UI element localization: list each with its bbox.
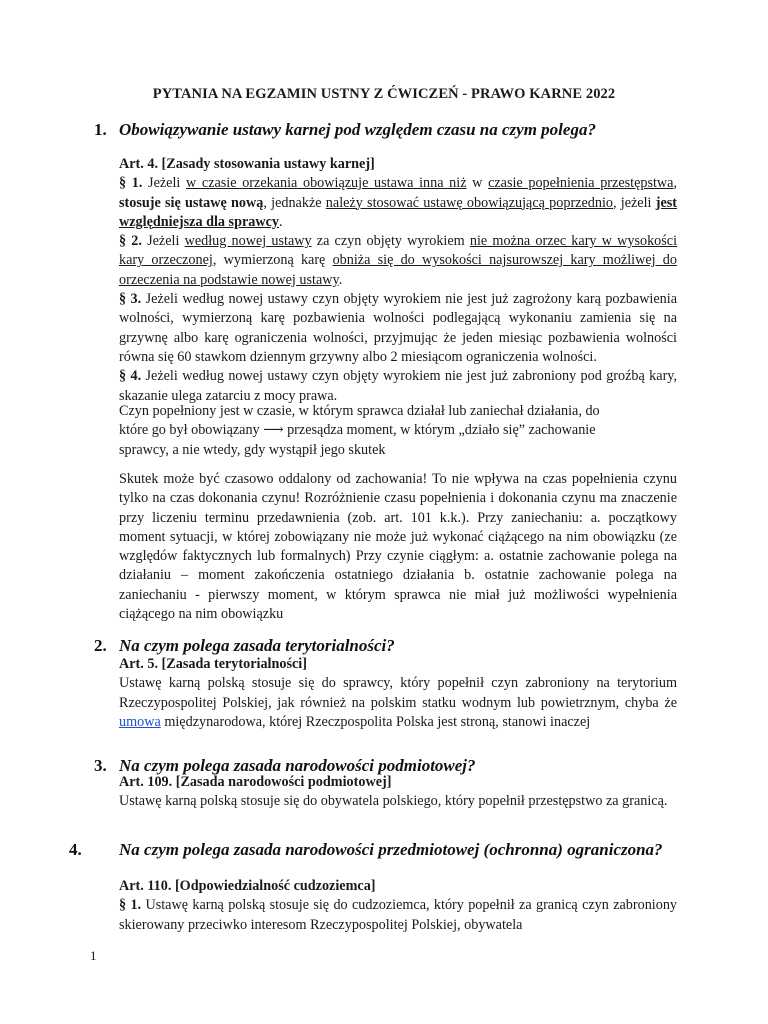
underlined-text: obniża się do wysokości najsurowszej kary możliwej do orzeczenia na podstawie nowej ustawy [119,252,677,288]
underlined-text: należy stosować ustawę obowiązującą poprzednio [325,194,613,211]
article-heading: Art. 4. [Zasady stosowania ustawy karnej] [119,156,375,172]
question-number: 2. [94,636,107,655]
underlined-text: w czasie orzekania obowiązuje ustawa inna niż [186,175,467,192]
question-2-body [119,655,677,732]
paragraph-mark: § 1. [119,897,142,914]
article-heading: Art. 5. [Zasada terytorialności] [119,656,307,672]
question-number: 4. [69,840,82,859]
article-text: Ustawę karną polską stosuje się do obywatela polskiego, który popełnił przestępstwo za granicą. [119,793,668,810]
question-2-heading [94,636,678,656]
question-text: Na czym polega zasada narodowości podmiotowej? [119,756,476,775]
paragraph-1 [119,174,677,232]
text-run: . [338,271,343,288]
text-run: za czyn objęty wyrokiem [316,233,465,250]
question-3-body [119,773,677,812]
underlined-text: czasie popełnienia przestępstwa [488,175,674,192]
text-run: . [279,213,283,230]
text-run: Jeżeli [148,175,181,192]
text-run: , wymierzoną karę [212,252,326,269]
bold-text: stosuje się ustawę nową [119,194,264,211]
question-number: 1. [94,120,107,139]
paragraph-2 [119,232,677,290]
paragraph-text: Ustawę karną polską stosuje się do cudzoziemca, który popełnił za granicą czyn zabroniony skierowany przeciwko interesom Rzeczypospolitej Polskiej, obywatela [119,897,678,933]
paragraph-text: Jeżeli według nowej ustawy czyn objęty wyrokiem nie jest już zagrożony karą pozbawienia wolności, wymierzoną karę pozbawienia wolności podlegającą wykonaniu zamienia się na grzywnę albo karę ograniczenia wolności, przyjmując że jeden miesiąc pozbawienia wolności równa się 60 stawkom dziennym grzywny albo 2 miesiącom ograniczenia wolności. [119,291,678,365]
note-effect [119,470,677,624]
text-run: Ustawę karną polską stosuje się do sprawcy, który popełnił czyn zabroniony na terytorium Rzeczypospolitej Polskiej, jak również na polskim statku wodnym lub powietrznym, chyba że [119,675,677,711]
bold-underlined-text: jest względniejsza dla sprawcy [119,194,678,230]
paragraph-mark: § 1. [119,175,143,192]
note-line: które go był obowiązany ⟶ przesądza moment, w którym „działo się” zachowanie [119,422,596,439]
page-number: 1 [90,948,97,963]
text-run: , jeżeli [612,194,652,211]
note-line: sprawcy, a nie wtedy, gdy wystąpił jego skutek [119,441,386,458]
question-text: Obowiązywanie ustawy karnej pod względem czasu na czym polega? [119,120,596,139]
note-time-of-act [119,402,677,460]
note-paragraph: Skutek może być czasowo oddalony od zachowania! To nie wpływa na czas popełnienia czynu tylko na czas dokonania czynu! Rozróżnienie czasu popełnienia i dokonania czynu ma znaczenie przy liczeniu terminu przedawnienia (zob. art. 101 k.k.). Przy zaniechaniu: a. początkowy moment sytuacji, w której zobowiązany nie może już wykonać ciążącego na nim obowiązku (ze względów faktycznych lub formalnych) Przy czynie ciągłym: a. ostatnie zachowanie polega na działaniu – moment zakończenia ostatniego działania b. ostatnie zachowanie polega na zaniechaniu - pierwszy moment, w którym sprawca nie miał już możliwości wypełnienia ciążącego na nim obowiązku [119,471,677,623]
text-run: , jednakże [263,194,322,211]
text-run: międzynarodowa, której Rzeczpospolita Polska jest stroną, stanowi inaczej [164,713,591,730]
text-run: Jeżeli [147,233,180,250]
paragraph-1 [119,896,677,935]
question-4-body [119,877,677,935]
question-1-heading [94,120,678,140]
question-text: Na czym polega zasada terytorialności? [119,636,395,655]
paragraph-4 [119,367,677,406]
text-run: w [472,175,483,192]
paragraph-3 [119,290,677,367]
note-line: Czyn popełniony jest w czasie, w którym sprawca działał lub zaniechał działania, do [119,403,600,419]
underlined-text: nie można orzec kary w wysokości kary orzeczonej [119,233,678,269]
paragraph-mark: § 3. [119,291,142,308]
question-1-body [119,155,677,406]
article-text [119,674,677,732]
question-4-heading [69,840,678,860]
article-heading: Art. 110. [Odpowiedzialność cudzoziemca] [119,878,376,894]
question-text: Na czym polega zasada narodowości przedmiotowej (ochronna) ograniczona? [119,840,663,859]
underlined-text: według nowej ustawy [184,233,312,250]
document-title: PYTANIA NA EGZAMIN USTNY Z ĆWICZEŃ - PRAWO KARNE 2022 [152,86,616,102]
article-heading: Art. 109. [Zasada narodowości podmiotowej] [119,774,392,790]
paragraph-mark: § 2. [119,233,142,250]
paragraph-text: Jeżeli według nowej ustawy czyn objęty wyrokiem nie jest już zabroniony pod groźbą kary, skazanie ulega zatarciu z mocy prawa. [119,368,678,404]
umowa-link[interactable]: umowa [119,713,161,730]
text-run: , [673,175,678,192]
question-number: 3. [94,756,107,775]
paragraph-mark: § 4. [119,368,142,385]
